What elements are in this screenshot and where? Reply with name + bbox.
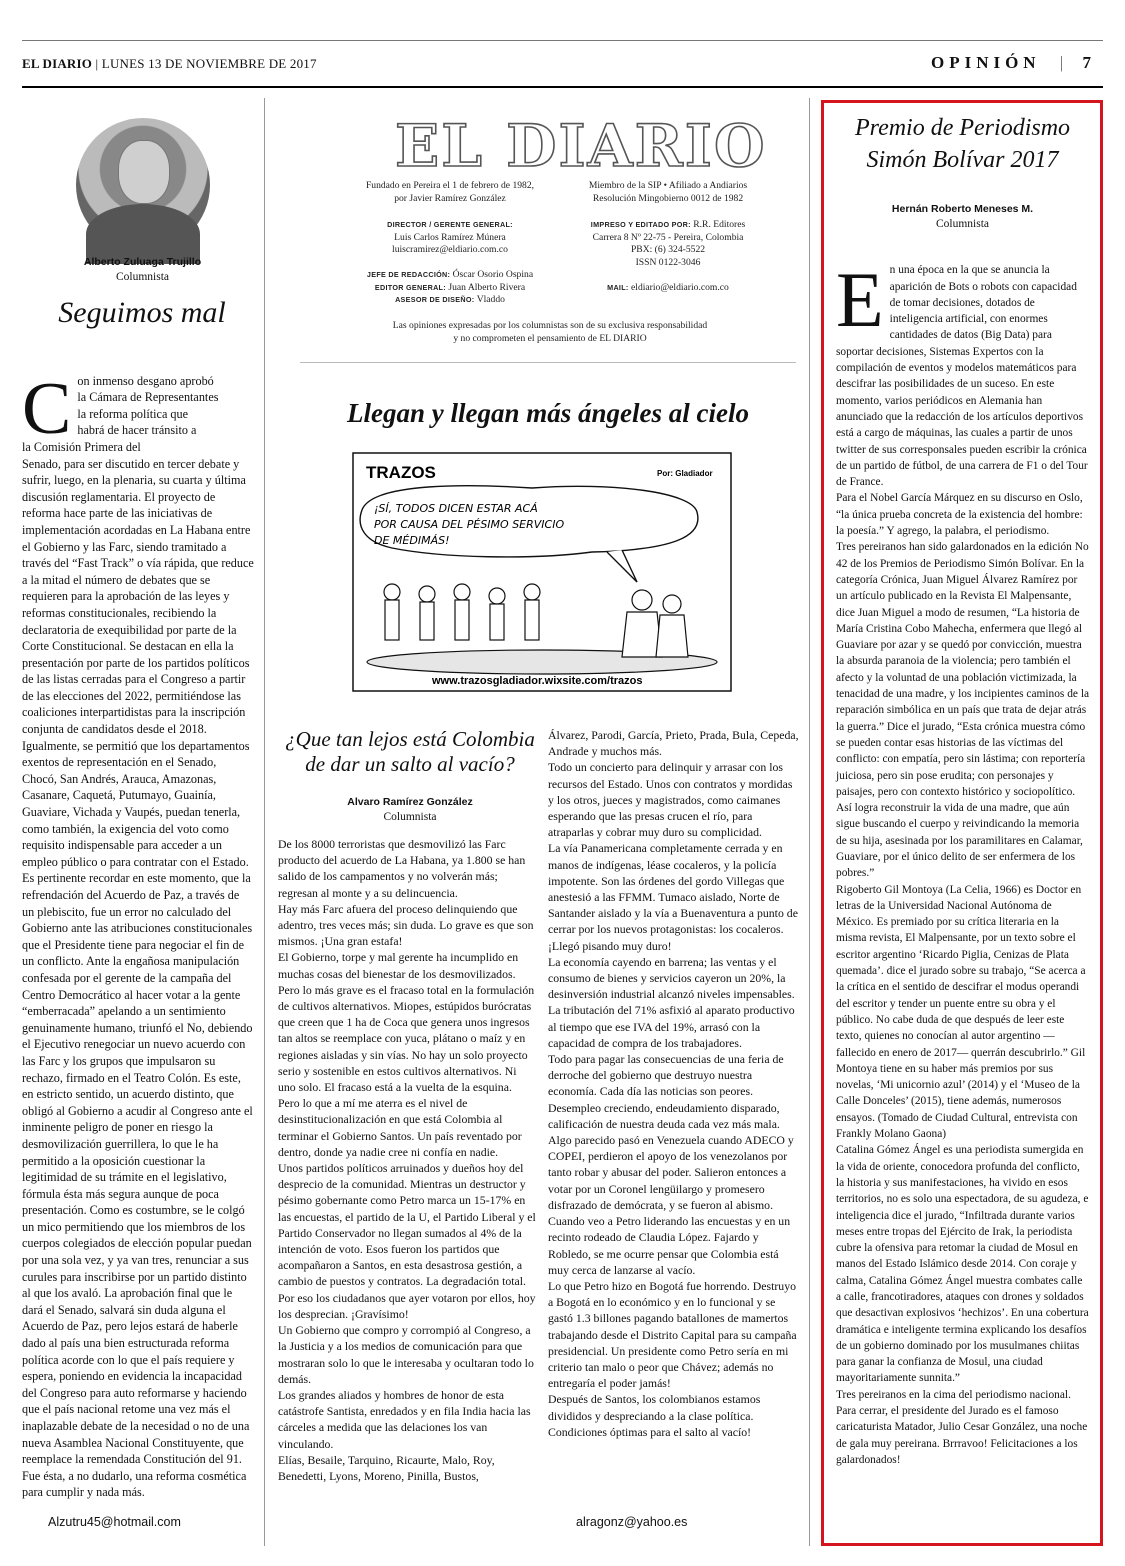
center-col2: Álvarez, Parodi, García, Prieto, Prada, Bula, Cepeda, Andrade y muchos más. Todo un concierto para delinquir y arrasar con los recursos del Estado. Unos con contratos y mordidas y los otros, jueces y magistrados, como caimanes esperando que las presas crucen el río, para atraparlas y cobrar muy duro su complicidad. La vía Panamericana completamente cerrada y en manos de indígenas, léase cocaleros, y la policía impotente. Son las órdenes del gordo Villegas que anestesió a las FFMM. Tumaco aislado, Norte de Santander aislado y la vía a Buenaventura a punto de cerrar por los nuevos protagonistas: los cocaleros. ¡Llegó pisando muy duro! La economía cayendo en barrena; las ventas y el consumo de bienes y servicios cayeron un 20%, la desinversión industrial alcanzó niveles impensables. La tributación del 71% asfixió al aparato productivo al tiempo que ese IVA del 19%, arrasó con la capacidad de compra de los trabajadores. Todo para pagar las consecuencias de una feria de derroche del gobierno que destruyo nuestra economía. Cada día las noticias son peores. Desempleo creciendo, endeudamiento disparado, calificación de nuestra deuda cada vez más mala. Algo parecido pasó en Venezuela cuando ADECO y COPEI, perdieron el apoyo de los venezolanos por tanto robar y abusar del poder. Salieron entonces a votar por un Coronel lengüilargo y promesero disfrazado de demócrata, y se fueron al abismo. Cuando veo a Petro liderando las encuestas y en un recinto rodeado de Claudia López. Fajardo y Robledo, se me ocurre pensar que Colombia está muy cerca de lanzarse al vacío. Lo que Petro hizo en Bogotá fue horrendo. Destruyo a Bogotá en lo económico y en lo funcional y se gastó 1.3 billones pagando batallones de mamertos trabajando desde el Distrito Capital para su campaña presidencial. Un presidente como Petro sería en mi criterio tan malo o peor que Chávez; además no entregaría el poder jamás! Después de Santos, los colombianos estamos divididos y despreciando a la clase política. Condiciones óptimas para el salto al vacío! <box>548 728 799 1439</box>
mail-label: MAIL: <box>607 283 629 292</box>
masthead-staff <box>330 269 570 307</box>
cartoon-credit: Por: Gladiador <box>657 469 713 478</box>
page-number: 7 <box>1082 53 1091 72</box>
left-author: Alberto Zuluaga Trujillo <box>83 256 202 268</box>
center-headline: ¿Que tan lejos está Colombia de dar un salto al vacío? <box>285 727 535 776</box>
cartoon-url: www.trazosgladiador.wixsite.com/trazos <box>432 675 643 687</box>
masthead-mail <box>568 282 768 295</box>
author-photo <box>76 118 210 252</box>
right-dropcap: E <box>836 256 884 344</box>
cartoon-speech-line: ¡SÍ, TODOS DICEN ESTAR ACÁ <box>374 502 538 515</box>
editor-name: Juan Alberto Rivera <box>448 281 526 293</box>
column-divider-left <box>264 98 265 1546</box>
header-rule <box>22 86 1103 88</box>
left-email: Alzutru45@hotmail.com <box>48 1515 181 1529</box>
editor-label: EDITOR GENERAL: <box>374 282 446 292</box>
header-sep-right: | <box>1059 53 1064 72</box>
header-sep: | <box>95 56 102 71</box>
right-headline: Premio de Periodismo Simón Bolívar 2017 <box>854 115 1071 173</box>
center-email: alragonz@yahoo.es <box>576 1515 688 1529</box>
left-headline: Seguimos mal <box>58 296 226 329</box>
cartoon-speech-line: DE MÉDIMÁS! <box>374 534 450 547</box>
print-info: R.R. Editores Carrera 8 Nº 22-75 - Pereira, Colombia PBX: (6) 324-5522 ISSN 0122-3046 <box>592 219 746 268</box>
cartoon-drawing <box>352 452 732 692</box>
center-byline <box>280 795 540 825</box>
masthead-director <box>330 219 570 257</box>
right-body-text: n una época en la que se anuncia la aparición de Bots o robots con capacidad de tomar decisiones, dotados de inteligencia artificial, con enormes cantidades de datos (Big Data) para soportar decisiones, Sistemas Expertos con la compilación de eventos y modelos matemáticos para descifrar las posibilidades de un suceso. En este momento, varios periódicos en Alemania han anunciado que la redacción de los artículos deportivos está a cargo de máquinas, las cuales a partir de unos twitter de sus corresponsales pueden escribir la crónica de un partido de fútbol, de una carrera de F1 o del Tour de France. Para el Nobel García Márquez en su discurso en Oslo, “la única prueba concreta de la existencia del hombre: la poesía.” Y agrego, la palabra, el periodismo. Tres pereiranos han sido galardonados en la edición No 42 de los Premios de Periodismo Simón Bolívar. En la categoría Crónica, Juan Miguel Álvarez Ramírez por un artículo publicado en la Revista El Malpensante, dice Juan Miguel a modo de resumen, “La historia de María Cristina Cobo Mahecha, enfermera que llegó al Guaviare por azar y se quedó por convicción, muestra la absurda paranoia de la violencia; pero también el afecto y la voluntad de una población victimizada, la tenacidad de una madre, y los incipientes caminos de la reparación simbólica en un país que trata de dejar atrás la guerra.” Dice el jurado, “Esta crónica muestra cómo se pueden contar esas historias de las víctimas del conflicto: con empatía, pero sin lástima; con reportería juiciosa, pero sin pose erudita; con personajes y paisajes, pero con contexto histórico y sociopolítico. Así logra reconstruir la vida de una madre, que aún sigue buscando el cuerpo y reivindicando la memoria de su hija, asesinada por los paramilitares en Calamar, Guaviare, por el único delito de ser enfermera de los pobres.” Rigoberto Gil Montoya (La Celia, 1966) es Doctor en letras de la Universidad Nacional Autónoma de México. Es premiado por su crítica literaria en la misma revista, El Malpensante, por un texto sobre el escritor argentino ‘Ricardo Piglia, Cenizas de Plata quemada’. dice el jurado sobre su trabajo, “Se acerca a la crítica en el sentido de descifrar el modus operandi del escritor y tender un puente entre su obra y el público. No cabe duda de que después de leer este texto, quienes no conocían al autor argentino —fallecido en enero de 2017— querrán descubrirlo.” Gil Montoya tiene en su haber más premios por sus novelas, ‘Mi unicornio azul’ (2014) y el ‘Museo de la Calle Donceles’ (2015), tiene además, numerosos ensayos. (Tomado de Ciudad Cultural, entrevista con Frankly Molano Gaona) Catalina Gómez Ángel es una periodista sumergida en la vida de oriente, conocedora profunda del conflicto, la historia y sus manifestaciones, ha vivido en esos territorios, no es solo una espectadora, de su agudeza, e inteligencia dice el jurado, “Infiltrada durante varios meses entre tropas del Ejército de Irak, la periodista cubre la ofensiva para retomar la ciudad de Mosul en manos del Estado Islámico desde 2014. Con coraje y calma, Catalina Gómez Ángel muestra combates calle a calle, francotiradores, ataques con drones y soldados que desactivan explosivos ‘hechizos’. En una cobertura dramática e inteligente termina explicando los desafíos de un gobierno dominado por los musulmanes chiitas para ganar la confianza de Mosul, una ciudad mayoritariamente sunnita.” Tres pereiranos en la cima del periodismo nacional. Para cerrar, el presidente del Jurado es el famoso caricaturista Matador, Julio Cesar González, una noche de gala muy pereirana. Brrravoo! Felicitaciones a los galardonados! <box>836 264 1090 1466</box>
masthead-founded: Fundado en Pereira el 1 de febrero de 1982, por Javier Ramírez González <box>365 180 535 204</box>
header-section <box>931 53 1091 73</box>
left-article-body <box>22 356 254 1500</box>
header-dateline <box>22 56 317 72</box>
right-article-body <box>836 246 1090 1536</box>
header-paper: EL DIARIO <box>22 56 93 71</box>
left-body-text: on inmenso desgano aprobó la Cámara de Representantes la reforma política que habrá de hacer tránsito a la Comisión Primera del Senado, para ser discutido en tercer debate y sufrir, luego, en la plenaria, su cuarta y última discusión reglamentaria. El proyecto de reforma hace parte de las iniciativas de implementación acordadas en La Habana entre el Gobierno y las Farc, siendo tramitado a través del “Fast Track” o vía rápida, que reduce a la mitad el número de debates que se requieren para la aprobación de las leyes y reformas constitucionales, recibiendo la declaratoria de exequibilidad por parte de la Corte Constitucional. Se destacan en ella la presentación por parte de los partidos políticos de las listas cerradas para el Congreso a partir de las elecciones del 2022, permitiéndose las coaliciones interpartidistas para la inscripción conjunta de candidatos desde el 2018. Igualmente, se permitió que los departamentos exentos de representación en el Senado, Chocó, San Andrés, Arauca, Amazonas, Casanare, Caquetá, Putumayo, Guainía, Guaviare, Vichada y Vaupés, puedan tenerla, como también, la exigencia del voto como requisito indispensable para acceder a un empleo público o para contratar con el Estado. Es pertinente recordar en este momento, que la refrendación del Acuerdo de Paz, a través de un plebiscito, fue un error no calculado del Gobierno ante las atribuciones constitucionales que el Presidente tiene para negociar el fin de un conflicto. Ante la engañosa manipulación confesada por el gerente de la campaña del Centro Democrático al hacer votar a la gente “emberracada” apelando a un sentimiento genuinamente humano, triunfó el No, debiendo el Ejecutivo renegociar un nuevo acuerdo con las Farc y los grupos que impulsaron su rechazo, firmado en el Teatro Colón. Es este, en estricto sentido, un acuerdo distinto, que obligó al Gobierno a acudir al Congreso ante el inminente peligro de poner en riesgo la desmovilización guerrillera, lo que le ha permitido a la oposición cuestionar la legitimidad de su trámite en el legislativo, fórmula ésta más segura aunque de poca presentación. Como es costumbre, se le colgó un mico permitiendo que los miembros de los cuerpos colegiados de elección popular puedan por una sola vez, y ya van tres, renunciar a sus curules para inscribirse por un partido distinto al que los avaló. La aprobación final que le dará el Senado, salvará sin duda alguna el Acuerdo de Paz, pero lejos estará de haberle dado al país una bien estructurada reforma política acorde con lo que el país requiere y espera, poniendo en evidencia la incapacidad del Congreso para auto reformarse y haciendo que el país nacional retome una vez más el inaplazable debate de la necesidad o no de una nueva Asamblea Nacional Constituyente, que reemplace la remendada Constitución del 91. Fue ésta, a no dudarlo, una reforma cosmética para cumplir y nada más. <box>22 373 254 1500</box>
right-role: Columnista <box>935 218 990 230</box>
disenio-label: ASESOR DE DISEÑO: <box>395 295 475 304</box>
masthead-print <box>568 219 768 269</box>
jefe-name: Óscar Osorio Ospina <box>452 269 534 280</box>
director-name: Luis Carlos Ramírez Múnera luiscramirez@eldiario.com.co <box>392 231 508 255</box>
cartoon-speech-line: POR CAUSA DEL PÉSIMO SERVICIO <box>374 518 565 531</box>
right-author: Hernán Roberto Meneses M. <box>891 203 1034 215</box>
column-divider-right <box>809 98 810 1546</box>
cartoon-series: TRAZOS <box>366 463 436 482</box>
section-name: OPINIÓN <box>930 53 1041 72</box>
left-role: Columnista <box>115 271 170 283</box>
center-author: Alvaro Ramírez González <box>347 796 473 808</box>
header-date: LUNES 13 DE NOVIEMBRE DE 2017 <box>101 56 317 71</box>
disenio-name: Vladdo <box>476 294 505 305</box>
right-byline <box>835 202 1090 232</box>
masthead-member: Miembro de la SIP • Afiliado a Andiarios Resolución Mingobierno 0012 de 1982 <box>588 180 748 204</box>
center-role: Columnista <box>383 811 437 823</box>
print-label: IMPRESO Y EDITADO POR: <box>590 220 691 229</box>
masthead-disclaimer: Las opiniones expresadas por los columnistas son de su exclusiva responsabilidad y no comprometen el pensamiento de EL DIARIO <box>392 320 708 344</box>
top-rule <box>22 40 1103 41</box>
left-dropcap: C <box>22 367 72 450</box>
cartoon-image <box>352 452 732 692</box>
mail-address: eldiario@eldiario.com.co <box>631 282 729 293</box>
masthead-logo: EL DIARIO <box>395 112 767 180</box>
left-byline <box>40 255 245 285</box>
masthead-rule <box>300 362 796 363</box>
director-label: DIRECTOR / GERENTE GENERAL: <box>387 220 513 229</box>
center-col1: De los 8000 terroristas que desmovilizó las Farc producto del acuerdo de La Habana, ya 1.800 se han salido de los campamentos y no volverán más; regresan al monte y a su delincuencia. Hay más Farc afuera del proceso delinquiendo que adentro, tres veces más; sin duda. Lo grave es que son mismos. ¡Una gran estafa! El Gobierno, torpe y mal gerente ha incumplido en muchas cosas del bienestar de los desmovilizados. Pero lo más grave es el fracaso total en la formulación de cultivos alternativos. Miopes, estúpidos burócratas que creen que 1 ha de Coca que genera unos ingresos tan altos se reemplace con yuca, plátano o maíz y en regiones aisladas y sin vías. No hay un solo proyecto serio y sostenible en estos cultivos alternativos. Ni uno solo. El fracaso está a la vuelta de la esquina. Pero lo que a mí me aterra es el nivel de desinstitucionalización en que está Colombia al terminar el Gobierno Santos. Un país reventado por dentro, donde ya nadie cree ni confía en nadie. Unos partidos políticos arruinados y dueños hoy del desprecio de la comunidad. Mientras un destructor y pésimo gobernante como Petro marca un 15-17% en las encuestas, el partido de la U, el Partido Liberal y el Partido Conservador no llegan sumados al 4% de la intención de voto. Esos fueron los partidos que acompañaron a Santos, en esta desastrosa gestión, a cambio de puestos y contratos. La degradación total. Por eso los ciudadanos que ayer votaron por ellos, hoy los desprecian. ¡Gravísimo! Un Gobierno que compro y corrompió al Congreso, a la Justicia y a los medios de comunicación para que mostraran solo lo que le interesaba y ocultaran todo lo demás. Los grandes aliados y hombres de honor de esta catástrofe Santista, enredados y en fila India hacia las cárceles a medida que las delaciones los van vinculando. Elías, Besaile, Tarquino, Ricaurte, Malo, Roy, Benedetti, Lyons, Moreno, Pinilla, Bustos, <box>278 837 536 1483</box>
cartoon-headline: Llegan y llegan más ángeles al cielo <box>347 398 749 428</box>
jefe-label: JEFE DE REDACCIÓN: <box>366 270 451 279</box>
